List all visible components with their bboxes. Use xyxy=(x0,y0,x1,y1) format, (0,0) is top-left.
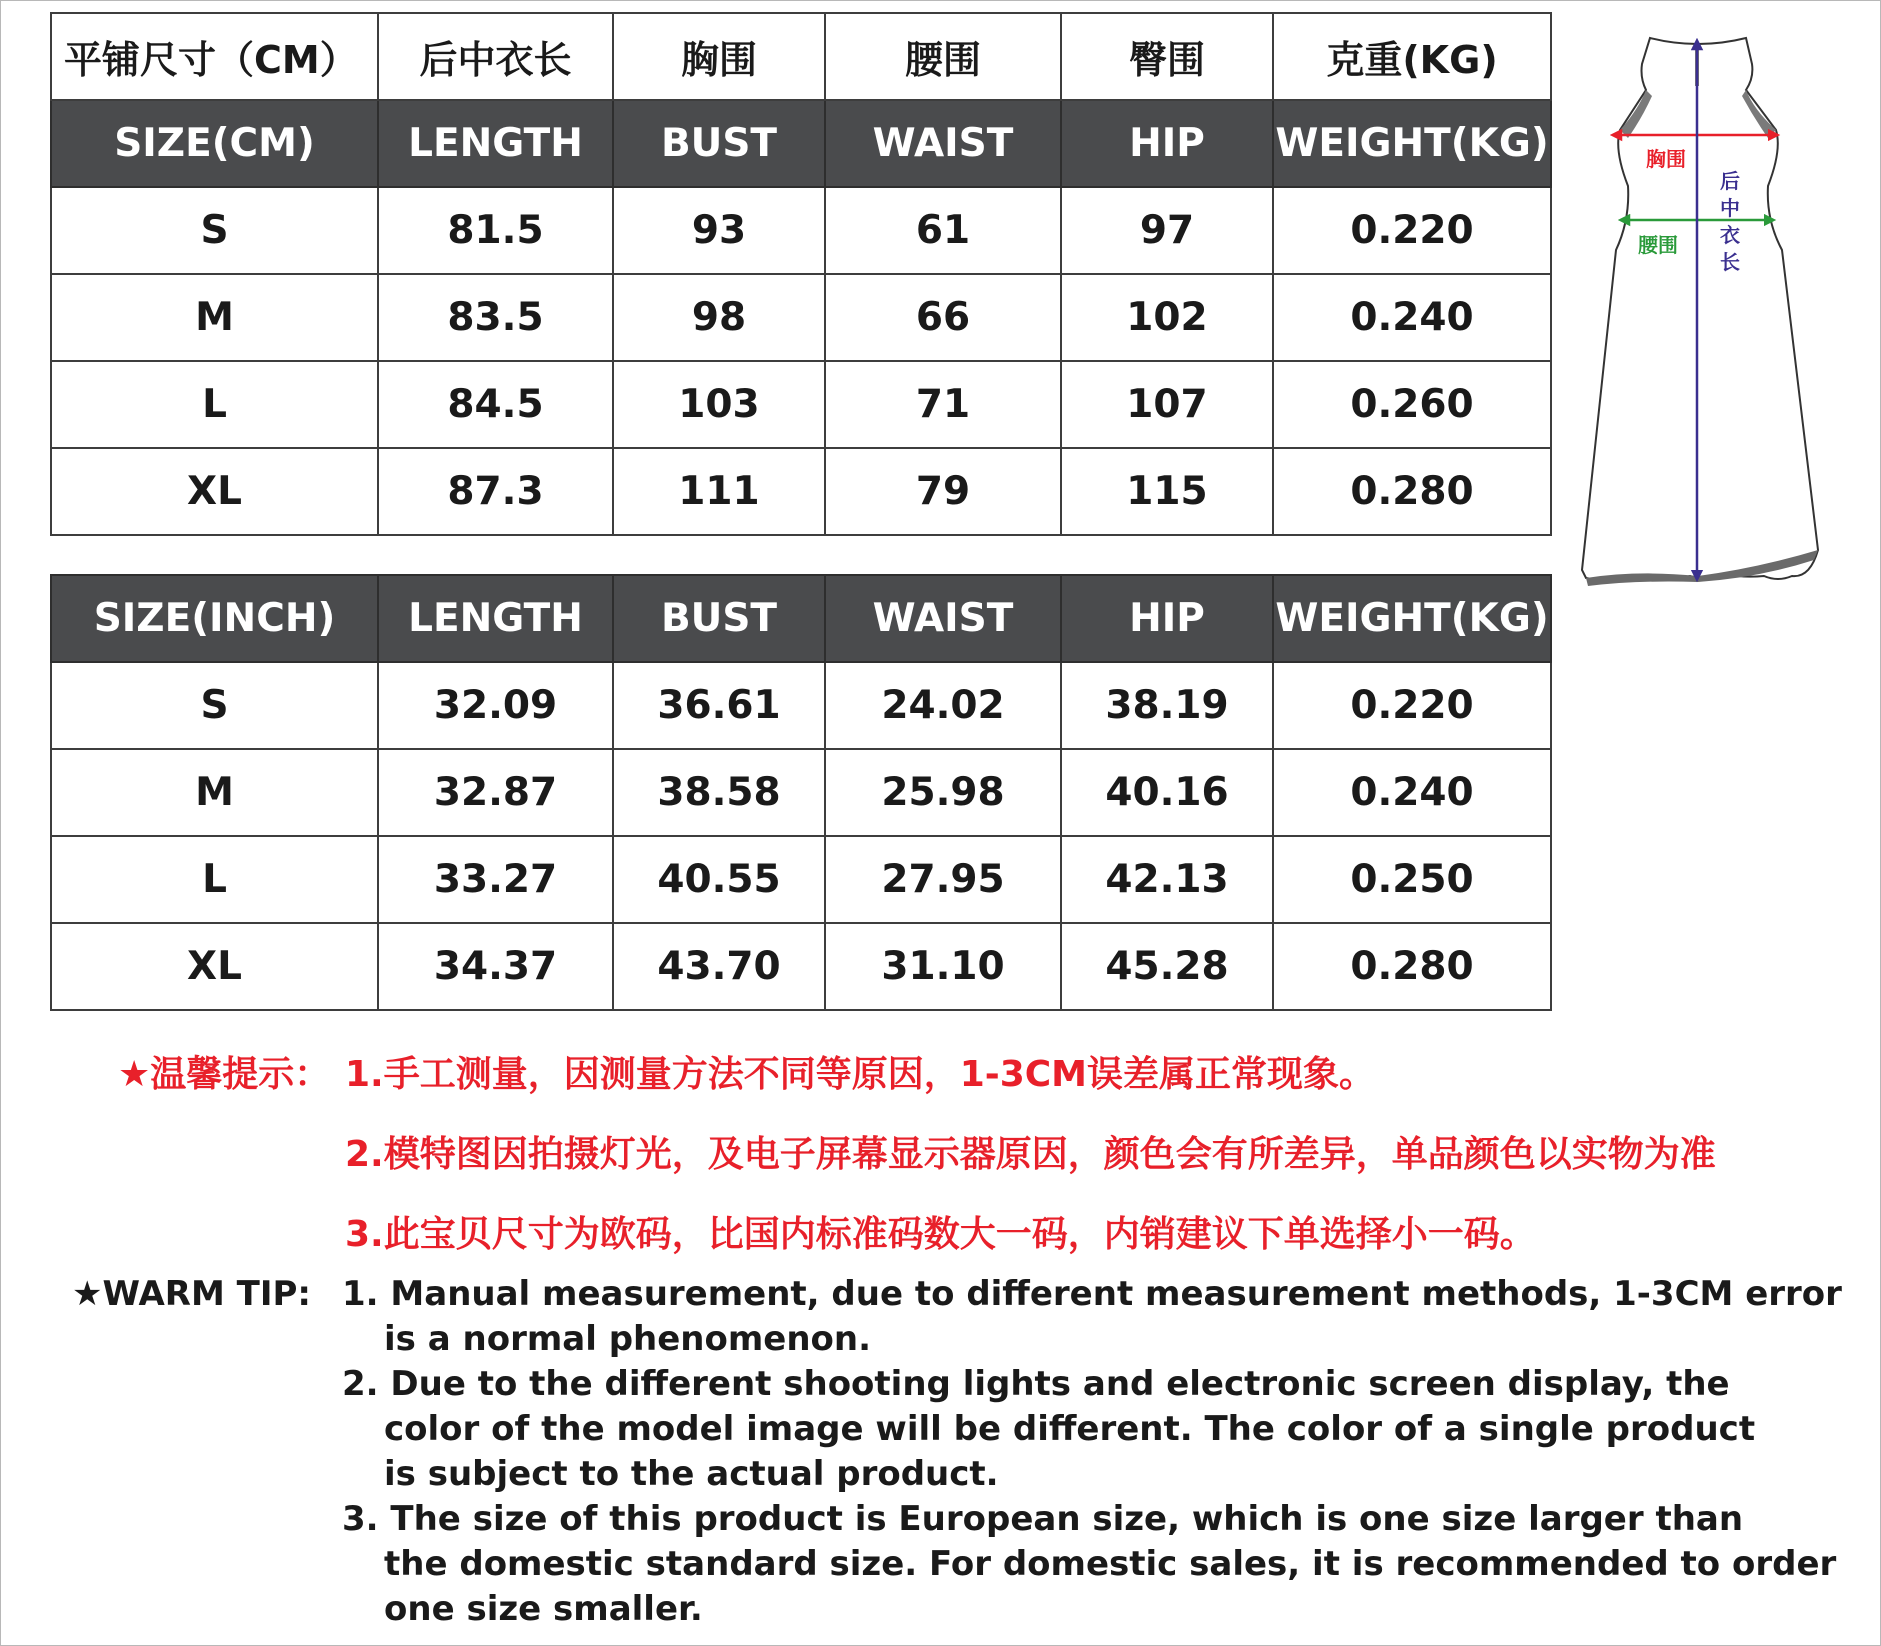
tip-en-line: is subject to the actual product. xyxy=(384,1454,999,1494)
tips-en-label: ★WARM TIP: xyxy=(72,1274,311,1314)
table-row xyxy=(51,187,1551,274)
weight-cell: 0.260 xyxy=(1273,361,1551,448)
header-cell: BUST xyxy=(613,575,825,662)
header-cell: WAIST xyxy=(825,575,1061,662)
header-cell: 后中衣长 xyxy=(378,13,613,100)
header-cell: HIP xyxy=(1061,100,1273,187)
size-cell: XL xyxy=(51,448,378,535)
weight-cell: 0.280 xyxy=(1273,923,1551,1010)
header-cell: HIP xyxy=(1061,575,1273,662)
size-cell: XL xyxy=(51,923,378,1010)
tip-cn-item: 2.模特图因拍摄灯光，及电子屏幕显示器原因，颜色会有所差异，单品颜色以实物为准 xyxy=(345,1134,1716,1175)
header-cell: LENGTH xyxy=(378,100,613,187)
length-label-char: 中 xyxy=(1720,196,1740,220)
waist-cell: 31.10 xyxy=(825,923,1061,1010)
table-row xyxy=(51,749,1551,836)
size-cell: L xyxy=(51,836,378,923)
hip-cell: 115 xyxy=(1061,448,1273,535)
hip-cell: 97 xyxy=(1061,187,1273,274)
table-row xyxy=(51,662,1551,749)
hip-cell: 40.16 xyxy=(1061,749,1273,836)
header-cell: SIZE(INCH) xyxy=(51,575,378,662)
header-cell: 克重(KG) xyxy=(1273,13,1551,100)
bust-cell: 111 xyxy=(613,448,825,535)
hip-cell: 38.19 xyxy=(1061,662,1273,749)
table-row xyxy=(51,448,1551,535)
header-row-cn xyxy=(51,13,1551,100)
waist-cell: 24.02 xyxy=(825,662,1061,749)
waist-cell: 61 xyxy=(825,187,1061,274)
tip-en-line: is a normal phenomenon. xyxy=(384,1319,872,1359)
header-cell: BUST xyxy=(613,100,825,187)
waist-cell: 25.98 xyxy=(825,749,1061,836)
header-cell: WEIGHT(KG) xyxy=(1273,575,1551,662)
length-label-char: 长 xyxy=(1720,250,1740,274)
header-row-en xyxy=(51,575,1551,662)
tip-en-line: 3. The size of this product is European size, which is one size larger than xyxy=(342,1499,1744,1539)
length-cell: 84.5 xyxy=(378,361,613,448)
bust-label: 胸围 xyxy=(1646,147,1686,171)
size-table-cm xyxy=(50,12,1552,536)
length-cell: 34.37 xyxy=(378,923,613,1010)
size-cell: S xyxy=(51,662,378,749)
bust-cell: 38.58 xyxy=(613,749,825,836)
tip-en-line: color of the model image will be different. The color of a single product xyxy=(384,1409,1756,1449)
weight-cell: 0.240 xyxy=(1273,274,1551,361)
hip-cell: 107 xyxy=(1061,361,1273,448)
size-cell: M xyxy=(51,749,378,836)
tip-cn-item: 3.此宝贝尺寸为欧码，比国内标准码数大一码，内销建议下单选择小一码。 xyxy=(345,1214,1536,1255)
bust-cell: 93 xyxy=(613,187,825,274)
bust-cell: 36.61 xyxy=(613,662,825,749)
waist-cell: 79 xyxy=(825,448,1061,535)
header-cell: 平铺尺寸（CM） xyxy=(51,13,378,100)
waist-cell: 66 xyxy=(825,274,1061,361)
weight-cell: 0.220 xyxy=(1273,187,1551,274)
length-label-char: 后 xyxy=(1720,169,1740,193)
header-cell: 腰围 xyxy=(825,13,1061,100)
header-cell: LENGTH xyxy=(378,575,613,662)
waist-label: 腰围 xyxy=(1638,233,1678,257)
weight-cell: 0.240 xyxy=(1273,749,1551,836)
waist-cell: 27.95 xyxy=(825,836,1061,923)
tips-en-list xyxy=(342,1272,1842,1632)
length-cell: 87.3 xyxy=(378,448,613,535)
length-cell: 83.5 xyxy=(378,274,613,361)
weight-cell: 0.250 xyxy=(1273,836,1551,923)
size-table-inch xyxy=(50,574,1552,1011)
length-cell: 32.87 xyxy=(378,749,613,836)
header-cell: 胸围 xyxy=(613,13,825,100)
length-cell: 32.09 xyxy=(378,662,613,749)
size-cell: L xyxy=(51,361,378,448)
weight-cell: 0.280 xyxy=(1273,448,1551,535)
header-cell: 臀围 xyxy=(1061,13,1273,100)
dress-diagram xyxy=(1578,30,1828,590)
header-cell: WAIST xyxy=(825,100,1061,187)
bust-cell: 98 xyxy=(613,274,825,361)
waist-cell: 71 xyxy=(825,361,1061,448)
tips-cn-label: ★温馨提示： xyxy=(118,1054,331,1095)
hip-cell: 102 xyxy=(1061,274,1273,361)
tip-en-line: the domestic standard size. For domestic sales, it is recommended to order xyxy=(384,1544,1837,1584)
size-cell: S xyxy=(51,187,378,274)
dress-outline xyxy=(1582,38,1818,580)
weight-cell: 0.220 xyxy=(1273,662,1551,749)
table-row xyxy=(51,274,1551,361)
tip-en-line: one size smaller. xyxy=(384,1589,703,1629)
tip-cn-item: 1.手工测量，因测量方法不同等原因，1-3CM误差属正常现象。 xyxy=(345,1054,1376,1095)
table-row xyxy=(51,923,1551,1010)
bust-cell: 43.70 xyxy=(613,923,825,1010)
tip-en-line: 1. Manual measurement, due to different measurement methods, 1-3CM error xyxy=(342,1274,1842,1314)
bust-cell: 40.55 xyxy=(613,836,825,923)
header-cell: WEIGHT(KG) xyxy=(1273,100,1551,187)
table-row xyxy=(51,361,1551,448)
header-cell: SIZE(CM) xyxy=(51,100,378,187)
header-row-en xyxy=(51,100,1551,187)
hip-cell: 45.28 xyxy=(1061,923,1273,1010)
size-cell: M xyxy=(51,274,378,361)
hip-cell: 42.13 xyxy=(1061,836,1273,923)
length-label-char: 衣 xyxy=(1720,223,1740,247)
length-cell: 33.27 xyxy=(378,836,613,923)
bust-cell: 103 xyxy=(613,361,825,448)
tip-en-line: 2. Due to the different shooting lights and electronic screen display, the xyxy=(342,1364,1730,1404)
length-cell: 81.5 xyxy=(378,187,613,274)
table-row xyxy=(51,836,1551,923)
